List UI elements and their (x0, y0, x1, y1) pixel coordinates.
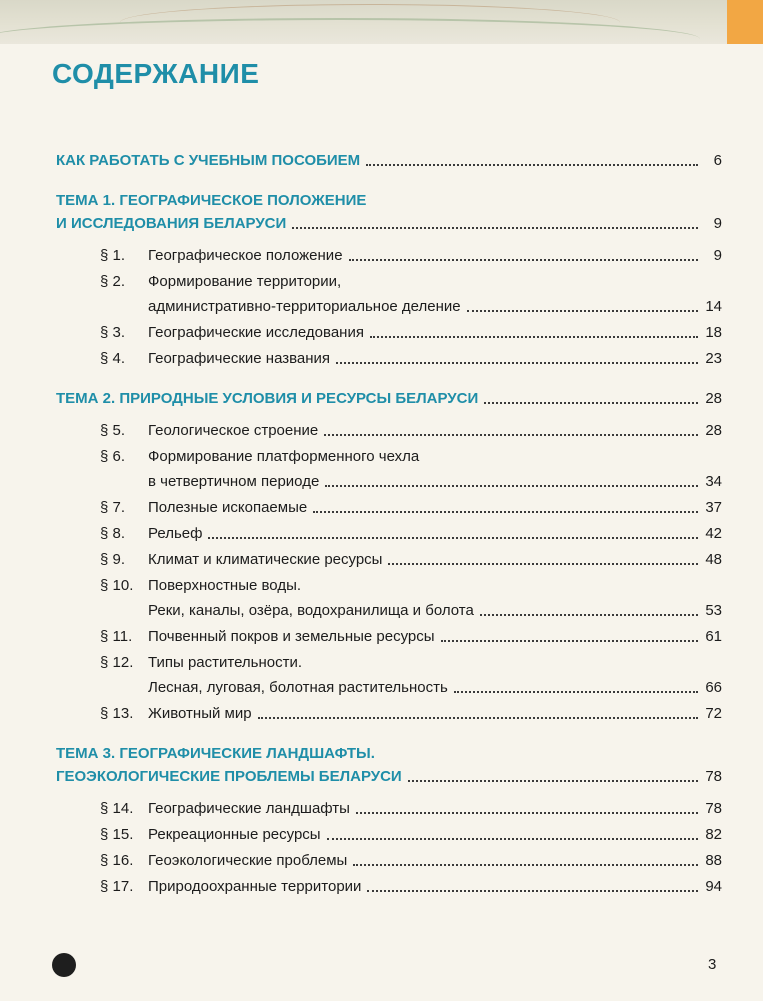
toc-topic-row[interactable] (100, 273, 722, 316)
topic-last-line (148, 705, 722, 723)
topic-title-line: Полезные ископаемые (148, 499, 308, 516)
topic-number: § 14. (100, 800, 134, 817)
dot-leader (480, 614, 698, 616)
page-ref: 94 (705, 878, 722, 895)
topic-body (148, 577, 722, 620)
topic-body (148, 551, 722, 569)
page-ref: 48 (705, 551, 722, 568)
dot-leader (208, 537, 698, 539)
topic-last-line (148, 852, 722, 870)
toc-topic-row[interactable] (100, 826, 722, 844)
dot-leader (366, 164, 698, 166)
toc-topic-row[interactable] (100, 800, 722, 818)
page-ref: 42 (705, 525, 722, 542)
topic-body (148, 878, 722, 896)
page-ref: 61 (705, 628, 722, 645)
dot-leader (388, 563, 698, 565)
topic-number: § 7. (100, 499, 126, 516)
topic-last-line (148, 324, 722, 342)
toc-theme-row[interactable] (56, 215, 722, 233)
toc-topic-row[interactable] (100, 577, 722, 620)
page-ref: 66 (705, 679, 722, 696)
topic-number: § 13. (100, 705, 134, 722)
toc-theme-title: ГЕОЭКОЛОГИЧЕСКИЕ ПРОБЛЕМЫ БЕЛАРУСИ (56, 768, 402, 785)
topic-last-line (148, 350, 722, 368)
toc-topic-row[interactable] (100, 247, 722, 265)
topic-title-line: Лесная, луговая, болотная растительность (148, 679, 448, 696)
toc-theme-section (56, 745, 722, 896)
topic-number: § 10. (100, 577, 134, 594)
page-ref: 9 (713, 215, 722, 232)
topic-last-line (148, 525, 722, 543)
topic-title-line: Географические исследования (148, 324, 364, 341)
dot-leader (370, 336, 698, 338)
topic-body (148, 499, 722, 517)
page-ref: 23 (705, 350, 722, 367)
topic-last-line (148, 826, 722, 844)
topic-last-line (148, 679, 722, 697)
topic-last-line (148, 878, 722, 896)
dot-leader (441, 640, 698, 642)
topic-body (148, 247, 722, 265)
toc-theme-title-line: ТЕМА 1. ГЕОГРАФИЧЕСКОЕ ПОЛОЖЕНИЕ (56, 192, 367, 209)
toc-topic-row[interactable] (100, 448, 722, 491)
dot-leader (258, 717, 698, 719)
topic-title-line: Геоэкологические проблемы (148, 852, 348, 869)
page-ref: 14 (705, 298, 722, 315)
topic-title-line: Географические ландшафты (148, 800, 350, 817)
toc-topic-row[interactable] (100, 654, 722, 697)
toc-topic-row[interactable] (100, 350, 722, 368)
topic-body (148, 350, 722, 368)
topic-title-line: в четвертичном периоде (148, 473, 320, 490)
dot-leader (467, 310, 698, 312)
ink-blot (52, 953, 76, 977)
toc-topic-row[interactable] (100, 324, 722, 342)
topic-body (148, 628, 722, 646)
topic-last-line (148, 298, 722, 316)
topic-number: § 3. (100, 324, 126, 341)
topic-title-line: Географические названия (148, 350, 331, 367)
page-ref: 53 (705, 602, 722, 619)
topic-last-line (148, 473, 722, 491)
toc-theme-row[interactable] (56, 390, 722, 408)
topic-last-line (148, 602, 722, 620)
page-ref: 72 (705, 705, 722, 722)
page-ref: 37 (705, 499, 722, 516)
topic-number: § 12. (100, 654, 134, 671)
toc-topic-row[interactable] (100, 705, 722, 723)
toc-intro-label: КАК РАБОТАТЬ С УЧЕБНЫМ ПОСОБИЕМ (56, 152, 361, 169)
toc-theme-title: ТЕМА 2. ПРИРОДНЫЕ УСЛОВИЯ И РЕСУРСЫ БЕЛАРУСИ (56, 390, 479, 407)
topic-body (148, 852, 722, 870)
topic-body (148, 654, 722, 697)
topic-number: § 11. (100, 628, 133, 645)
topic-title-line: Географическое положение (148, 247, 343, 264)
topic-body (148, 324, 722, 342)
toc-topic-row[interactable] (100, 551, 722, 569)
page-ref: 88 (705, 852, 722, 869)
toc-topic-row[interactable] (100, 422, 722, 440)
topic-body (148, 422, 722, 440)
page-ref: 78 (705, 768, 722, 785)
dot-leader (484, 402, 698, 404)
topic-title-line: Природоохранные территории (148, 878, 362, 895)
topic-title-line: Поверхностные воды. (148, 577, 302, 594)
toc-topic-row[interactable] (100, 852, 722, 870)
topic-title-line: Формирование территории, (148, 273, 342, 290)
topic-number: § 8. (100, 525, 126, 542)
page-ref: 6 (713, 152, 722, 169)
topic-last-line (148, 800, 722, 818)
page-title: СОДЕРЖАНИЕ (52, 58, 260, 89)
topic-last-line (148, 628, 722, 646)
page-ref: 18 (705, 324, 722, 341)
topic-number: § 4. (100, 350, 126, 367)
toc-theme-section (56, 390, 722, 723)
toc-topic-row[interactable] (100, 878, 722, 896)
topic-number: § 15. (100, 826, 134, 843)
toc-theme-title: И ИССЛЕДОВАНИЯ БЕЛАРУСИ (56, 215, 287, 232)
topic-title-line: Климат и климатические ресурсы (148, 551, 383, 568)
table-of-contents (56, 152, 722, 918)
dot-leader (324, 434, 698, 436)
dot-leader (353, 864, 698, 866)
topic-title-line: Типы растительности. (148, 654, 303, 671)
dot-leader (349, 259, 698, 261)
topic-number: § 17. (100, 878, 134, 895)
page-ref: 78 (705, 800, 722, 817)
toc-theme-title-line: ТЕМА 3. ГЕОГРАФИЧЕСКИЕ ЛАНДШАФТЫ. (56, 745, 375, 762)
dot-leader (336, 362, 698, 364)
dot-leader (325, 485, 698, 487)
map-contour (120, 4, 620, 41)
topic-title-line: Рельеф (148, 525, 203, 542)
page-ref: 9 (713, 247, 722, 264)
topic-title-line: Формирование платформенного чехла (148, 448, 420, 465)
topic-last-line (148, 247, 722, 265)
dot-leader (313, 511, 698, 513)
toc-topic-row[interactable] (100, 628, 722, 646)
dot-leader (454, 691, 698, 693)
toc-theme-section (56, 192, 722, 368)
page-ref: 28 (705, 390, 722, 407)
toc-intro-row[interactable] (56, 152, 722, 170)
dot-leader (327, 838, 698, 840)
topic-body (148, 800, 722, 818)
topic-number: § 9. (100, 551, 126, 568)
topic-body (148, 525, 722, 543)
dot-leader (367, 890, 698, 892)
dot-leader (356, 812, 698, 814)
topic-last-line (148, 422, 722, 440)
toc-topic-row[interactable] (100, 499, 722, 517)
topic-title-line: административно-территориальное деление (148, 298, 461, 315)
topic-body (148, 448, 722, 491)
topic-number: § 16. (100, 852, 134, 869)
topic-body (148, 705, 722, 723)
page-ref: 28 (705, 422, 722, 439)
topic-number: § 5. (100, 422, 126, 439)
topic-title-line: Геологическое строение (148, 422, 319, 439)
topic-title-line: Рекреационные ресурсы (148, 826, 321, 843)
topic-last-line (148, 499, 722, 517)
topic-last-line (148, 551, 722, 569)
toc-theme-row[interactable] (56, 768, 722, 786)
dot-leader (408, 780, 698, 782)
toc-topic-row[interactable] (100, 525, 722, 543)
topic-number: § 2. (100, 273, 126, 290)
topic-title-line: Животный мир (148, 705, 252, 722)
map-header-strip (0, 0, 763, 44)
topic-title-line: Почвенный покров и земельные ресурсы (148, 628, 435, 645)
topic-body (148, 826, 722, 844)
topic-title-line: Реки, каналы, озёра, водохранилища и болота (148, 602, 474, 619)
page-ref: 82 (705, 826, 722, 843)
topic-body (148, 273, 722, 316)
page-corner-tab (727, 0, 763, 44)
page-number: 3 (708, 956, 717, 973)
dot-leader (292, 227, 698, 229)
topic-number: § 1. (100, 247, 126, 264)
page-ref: 34 (705, 473, 722, 490)
topic-number: § 6. (100, 448, 126, 465)
